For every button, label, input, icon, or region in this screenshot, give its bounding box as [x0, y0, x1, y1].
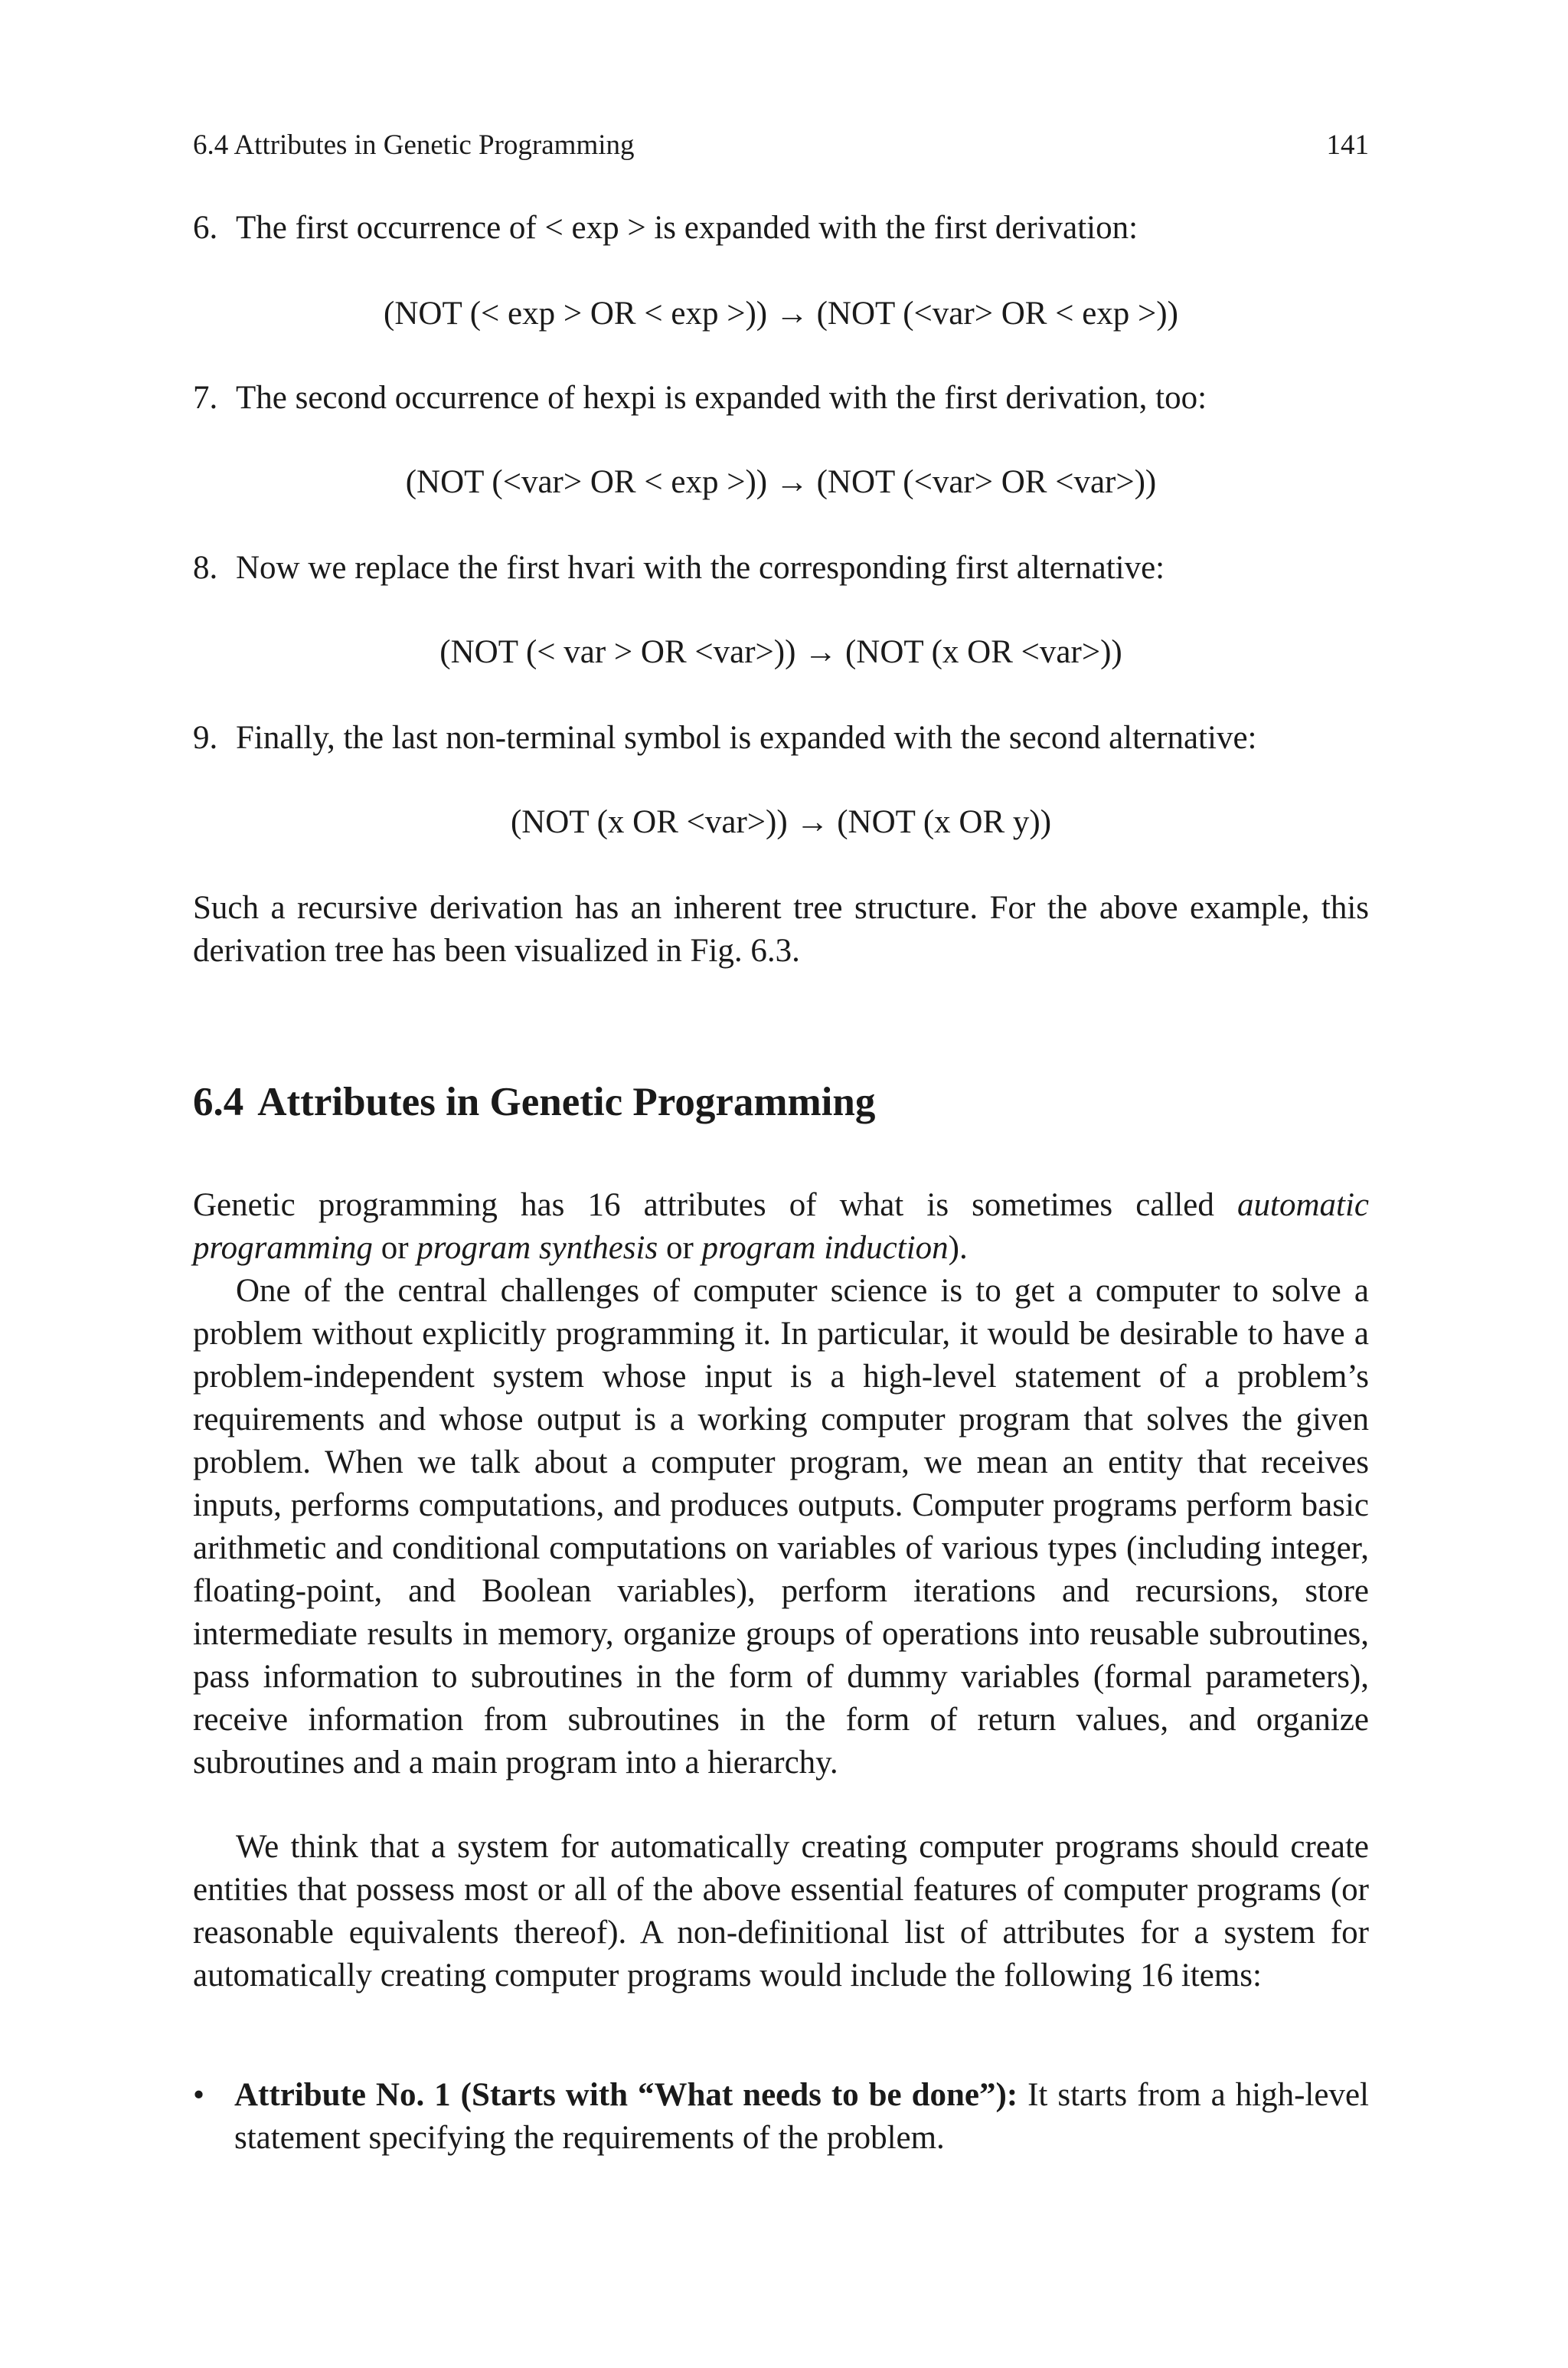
- section-title: Attributes in Genetic Programming: [257, 1080, 876, 1124]
- running-head: [193, 127, 1369, 164]
- tree-paragraph: Such a recursive derivation has an inherent tree structure. For the above example, this derivation tree has been visualized in Fig. 6.3.: [193, 890, 1369, 969]
- step-text: The second occurrence of hexpi is expanded with the first derivation, too:: [236, 380, 1207, 416]
- attribute-label: Attribute No. 1 (Starts with “What needs to be done”):: [234, 2077, 1018, 2113]
- bullet-icon: •: [193, 2077, 205, 2113]
- step-text: Finally, the last non-terminal symbol is expanded with the second alternative:: [236, 720, 1257, 756]
- intro-lead: Genetic programming has 16 attributes of what is sometimes called: [193, 1187, 1238, 1223]
- derivation-step: [193, 377, 1369, 420]
- running-head-section: 6.4 Attributes in Genetic Programming: [193, 129, 635, 161]
- attribute-text: [234, 2074, 1369, 2160]
- step-number: 7.: [193, 380, 218, 416]
- term-automatic-programming: automatic programming: [193, 1187, 1369, 1266]
- attribute-description: It starts from a high-level statement specifying the requirements of the problem.: [234, 2077, 1369, 2156]
- derivation-step: [193, 717, 1369, 760]
- intro-or: or: [658, 1230, 702, 1266]
- derivation-formula: (NOT (< exp > OR < exp >)) → (NOT (<var> OR < exp >)): [384, 296, 1178, 332]
- section-number: 6.4: [193, 1080, 244, 1124]
- term-program-induction: program induction: [701, 1230, 949, 1266]
- body-paragraph-challenges: One of the central challenges of computer science is to get a computer to solve a problem without explicitly programming it. In particular, it would be desirable to have a problem-independent system whose input is a high-level statement of a problem’s requirements and whose output is a working computer program that solves the given problem. When we talk about a computer program, we mean an entity that receives inputs, performs computations, and produces outputs. Computer programs perform basic arithmetic and conditional computations on variables of various types (including integer, floating-point, and Boolean variables), perform iterations and recursions, store intermediate results in memory, organize groups of operations into reusable subroutines, pass information to subroutines in the form of dummy variables (formal parameters), receive information from subroutines in the form of return values, and organize subroutines and a main program into a hierarchy.: [193, 1273, 1369, 1781]
- step-number: 9.: [193, 720, 218, 756]
- derivation-step: [193, 547, 1369, 590]
- derivation-formula: (NOT (< var > OR <var>)) → (NOT (x OR <var>)): [439, 634, 1122, 670]
- derivation-formula: (NOT (<var> OR < exp >)) → (NOT (<var> OR <var>)): [405, 464, 1157, 500]
- step-text: The first occurrence of < exp > is expanded with the first derivation:: [236, 210, 1138, 246]
- intro-or: or: [372, 1230, 417, 1266]
- step-text: Now we replace the first hvari with the corresponding first alternative:: [236, 550, 1165, 586]
- page-number: 141: [1326, 129, 1369, 161]
- term-program-synthesis: program synthesis: [416, 1230, 658, 1266]
- derivation-formula: (NOT (x OR <var>)) → (NOT (x OR y)): [510, 804, 1052, 840]
- step-number: 8.: [193, 550, 218, 586]
- attribute-list-item: [193, 2074, 1369, 2160]
- section-heading: [193, 1076, 875, 1128]
- derivation-step: [193, 207, 1369, 250]
- intro-paragraph: [193, 1184, 1369, 1270]
- intro-close: ).: [948, 1230, 968, 1266]
- body-paragraph-system: We think that a system for automatically creating computer programs should create entities that possess most or all of the above essential features of computer programs (or reasonable equivalents thereof). A non-definitional list of attributes for a system for automatically creating computer programs would include the following 16 items:: [193, 1829, 1369, 1994]
- step-number: 6.: [193, 210, 218, 246]
